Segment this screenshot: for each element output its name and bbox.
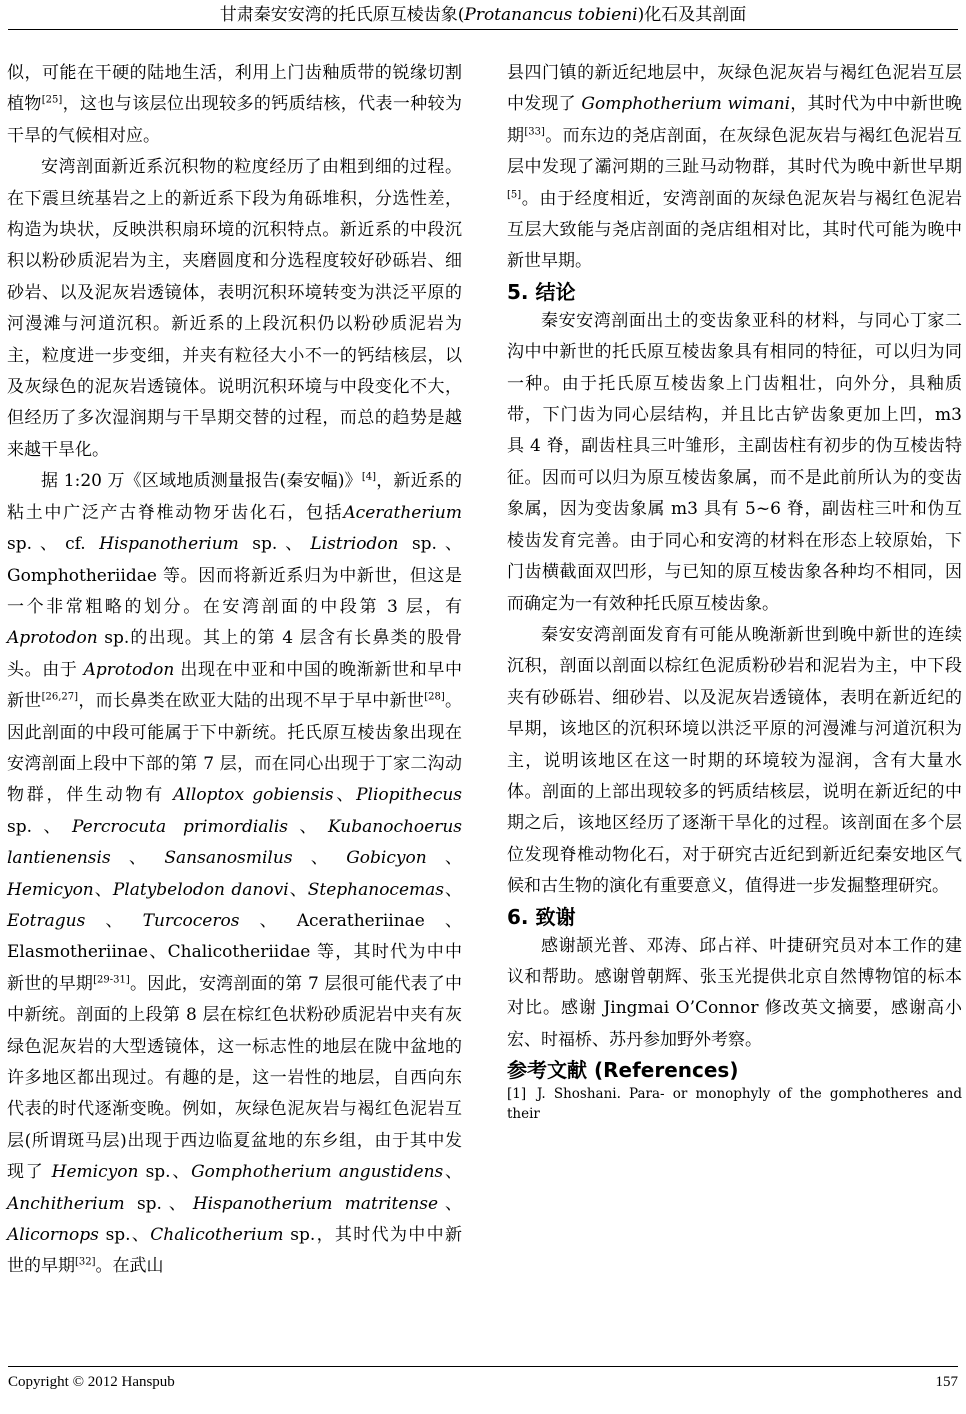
taxon: Hemicyon bbox=[51, 1162, 139, 1183]
citation: [32] bbox=[75, 1256, 96, 1268]
paragraph: 安湾剖面新近系沉积物的粒度经历了由粗到细的过程。在下震旦统基岩之上的新近系下段为角砾堆积，分选性差，构造为块状，反映洪积扇环境的沉积特点。新近系的中段沉积以粉砂质泥岩为主，夹磨圆度和分选程度较好砂砾岩、细砂岩、以及泥灰岩透镜体，表明沉积环境转变为洪泛平原的河漫滩与河道沉积。新近系的上段沉积仍以粉砂质泥岩为主，粒度进一步变细，并夹有粒径大小不一的钙结核层，以及灰绿色的泥灰岩透镜体。说明沉积环境与中段变化不大，但经历了多次湿润期与干旱期交替的过程，而总的趋势是越来越干旱化。 bbox=[7, 157, 462, 460]
taxon: Platybelodon danovi bbox=[112, 879, 289, 900]
taxon: Alloptox gobiensis bbox=[173, 785, 334, 806]
citation: [29-31] bbox=[93, 974, 130, 986]
taxon: Eotragus bbox=[7, 910, 86, 931]
citation: [33] bbox=[524, 126, 545, 138]
page-number: 157 bbox=[935, 1374, 958, 1390]
taxon: Pliopithecus bbox=[356, 785, 463, 806]
paragraph: 感谢颉光普、邓涛、邱占祥、叶捷研究员对本工作的建议和帮助。感谢曾朝辉、张玉光提供北京自然博物馆的标本对比。感谢 Jingmai O’Connor 修改英文摘要，感谢高小宏、时福桥、苏丹参加野外考察。 bbox=[507, 935, 962, 1050]
footer-rule bbox=[8, 1366, 958, 1367]
taxon: Listriodon bbox=[310, 534, 399, 555]
section-heading-conclusion: 5. 结论 bbox=[507, 279, 576, 304]
taxon: Aceratherium bbox=[343, 502, 462, 523]
reference-text: J. Shoshani. Para- or monophyly of the gomphotheres and their bbox=[507, 1086, 962, 1123]
taxon: Kubanochoerus lantienensis bbox=[7, 816, 463, 869]
taxon: Aprotodon bbox=[7, 628, 98, 649]
taxon: Sansanosmilus bbox=[164, 848, 293, 869]
paragraph: 县四门镇的新近纪地层中，灰绿色泥灰岩与褐红色泥岩互层中发现了 Gomphotherium wimani，其时代为中中新世晚期[33]。而东边的尧店剖面，在灰绿色泥灰岩与褐红色泥岩互层中发现了灞河期的三趾马动物群，其时代为晚中新世早期[5]。由于经度相近，安湾剖面的灰绿色泥灰岩与褐红色泥岩互层大致能与尧店剖面的尧店组相对比，其时代可能为晚中新世早期。 bbox=[507, 63, 963, 272]
taxon: Hispanotherium matritense bbox=[192, 1193, 439, 1214]
copyright: Copyright © 2012 Hanspub bbox=[8, 1374, 175, 1390]
citation: [26,27] bbox=[41, 691, 79, 703]
header-title-pre: 甘肃秦安安湾的托氏原互棱齿象( bbox=[219, 5, 465, 25]
taxon: Gomphotherium angustidens bbox=[191, 1162, 444, 1183]
paragraph: 秦安安湾剖面出土的变齿象亚科的材料，与同心丁家二沟中中新世的托氏原互棱齿象具有相同的特征，可以归为同一种。由于托氏原互棱齿象上门齿粗壮，向外分，具釉质带，下门齿为同心层结构，并且比古铲齿象更加上凹，m3 具 4 脊，副齿柱具三叶雏形，主副齿柱有初步的伪互棱齿特征。因而可以归为原互棱齿象属，而不是此前所认为的变齿象属，因为变齿象属 m3 具有 5~6 脊，副齿柱三叶和伪互棱齿发育完善。由于同心和安湾的材料在形态上较原始，下门齿横截面双凹形，与已知的原互棱齿象各种均不相同，因而确定为一有效种托氏原互棱齿象。 bbox=[507, 310, 962, 614]
header-title-post: )化石及其剖面 bbox=[637, 5, 747, 25]
running-header bbox=[0, 4, 966, 26]
taxon: Alicornops bbox=[7, 1225, 99, 1246]
taxon: Gobicyon bbox=[346, 848, 427, 869]
taxon: Hemicyon bbox=[7, 879, 94, 900]
paragraph: 秦安安湾剖面发育有可能从晚渐新世到晚中新世的连续沉积，剖面以剖面以棕红色泥质粉砂岩和泥岩为主，中下段夹有砂砾岩、细砂岩、以及泥灰岩透镜体，表明在新近纪的早期，该地区的沉积环境以洪泛平原的河漫滩与河道沉积为主，说明该地区在这一时期的环境较为湿润，含有大量水体。剖面的上部出现较多的钙质结核层，说明在新近纪的中期之后，该地区经历了逐渐干旱化的过程。该剖面在多个层位发现脊椎动物化石，对于研究古近纪到新近纪秦安地区气候和古生物的演化有重要意义，值得进一步发掘整理研究。 bbox=[507, 624, 962, 897]
citation: [28] bbox=[424, 691, 445, 703]
left-column bbox=[7, 58, 462, 1283]
section-heading-acknowledgements: 6. 致谢 bbox=[507, 904, 576, 929]
paragraph: 似，可能在干硬的陆地生活，利用上门齿釉质带的锐缘切割植物[25]，这也与该层位出现较多的钙质结核，代表一种较为干旱的气候相对应。 bbox=[7, 63, 463, 146]
right-column bbox=[507, 58, 962, 1124]
section-heading-references: 参考文献 (References) bbox=[507, 1058, 739, 1083]
reference-item bbox=[507, 1084, 962, 1124]
citation: [25] bbox=[41, 94, 63, 106]
taxon: Stephanocemas bbox=[307, 879, 444, 900]
reference-number: [1] bbox=[507, 1086, 527, 1103]
taxon: Gomphotherium wimani bbox=[581, 94, 791, 115]
taxon: Turcoceros bbox=[142, 910, 240, 931]
paragraph: 据 1:20 万《区域地质测量报告(秦安幅)》[4]，新近系的粘土中广泛产古脊椎动物牙齿化石，包括Aceratherium sp.、cf. Hispanotherium sp.、Listriodon sp.、Gomphotheriidae 等。因而将新近系归为中新世，但这是一个非常粗略的划分。在安湾剖面的中段第 3 层，有 Aprotodon sp.的出现。其上的第 4 层含有长鼻类的股骨头。由于 Aprotodon 出现在中亚和中国的晚渐新世和早中新世[26,27]，而长鼻类在欧亚大陆的出现不早于早中新世[28]。因此剖面的中段可能属于下中新统。托氏原互棱齿象出现在安湾剖面上段中下部的第 7 层，而在同心出现于丁家二沟动物群，伴生动物有 Alloptox gobiensis、Pliopithecus sp.、Percrocuta primordialis、Kubanochoerus lantienensis、Sansanosmilus、Gobicyon、Hemicyon、Platybelodon danovi、Stephanocemas、Eotragus、Turcoceros、Aceratheriinae、Elasmotheriinae、Chalicotheriidae 等，其时代为中中新世的早期[29-31]。因此，安湾剖面的第 7 层很可能代表了中中新统。剖面的上段第 8 层在棕红色状粉砂质泥岩中夹有灰绿色泥灰岩的大型透镜体，这一标志性的地层在陇中盆地的许多地区都出现过。有趣的是，这一岩性的地层，自西向东代表的时代逐渐变晚。例如，灰绿色泥灰岩与褐红色泥岩互层(所谓斑马层)出现于西边临夏盆地的东乡组，由于其中发现了 Hemicyon sp.、Gomphotherium angustidens、Anchitherium sp.、Hispanotherium matritense、Alicornops sp.、Chalicotherium sp.，其时代为中中新世的早期[32]。在武山 bbox=[7, 471, 463, 1277]
citation: [5] bbox=[507, 188, 522, 200]
taxon: Aprotodon bbox=[83, 659, 175, 680]
taxon: Anchitherium bbox=[7, 1193, 125, 1214]
taxon: Chalicotherium bbox=[150, 1225, 284, 1246]
citation: [4] bbox=[361, 471, 377, 483]
header-title-italic: Protanancus tobieni bbox=[464, 5, 638, 25]
header-rule bbox=[8, 29, 958, 30]
taxon: Hispanotherium bbox=[99, 534, 239, 555]
taxon: Percrocuta primordialis bbox=[71, 816, 289, 837]
